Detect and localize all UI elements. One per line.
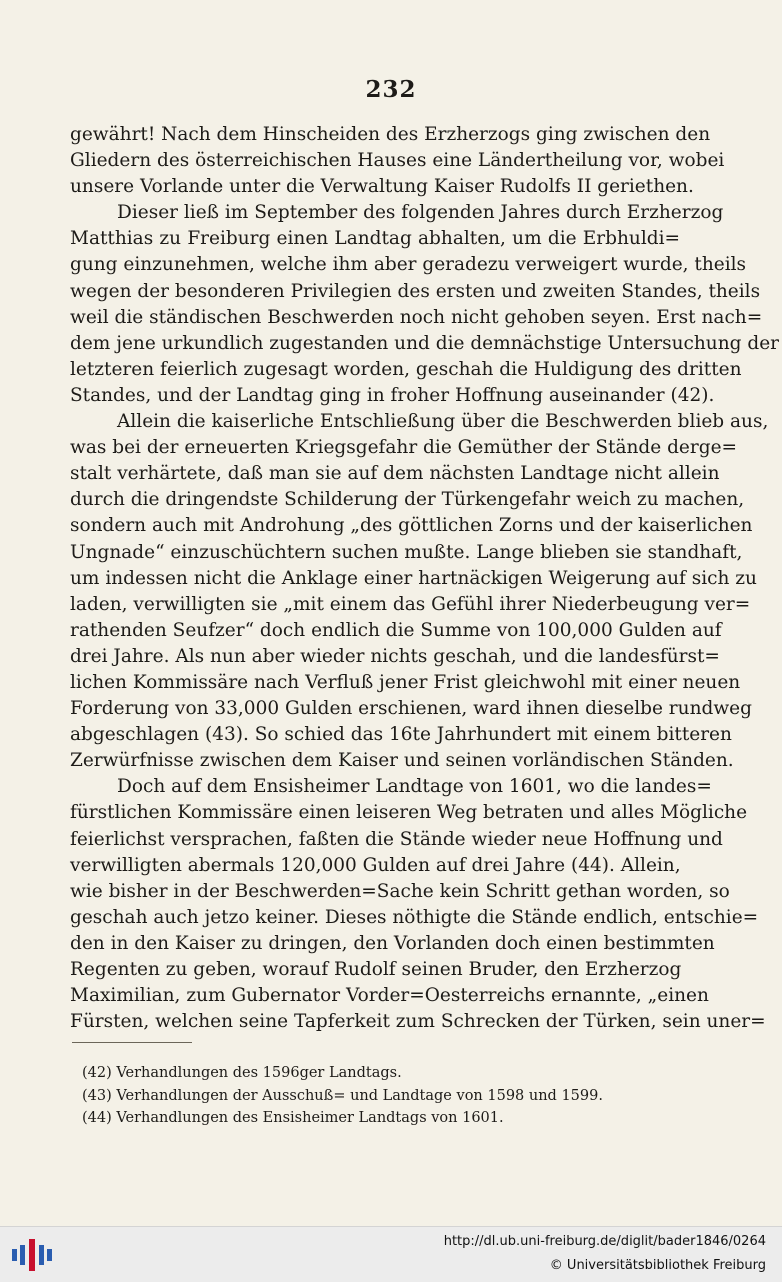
copyright-text: © Universitätsbibliothek Freiburg — [549, 1258, 766, 1273]
text-line: Doch auf dem Ensisheimer Landtage von 1601, wo die landes= — [117, 776, 712, 798]
footnote-43: (43) Verhandlungen der Ausschuß= und Landtage von 1598 und 1599. — [82, 1087, 603, 1104]
text-line: Regenten zu geben, worauf Rudolf seinen Bruder, den Erzherzog — [70, 959, 682, 980]
text-line: unsere Vorlande unter die Verwaltung Kaiser Rudolfs II geriethen. — [70, 176, 694, 198]
text-line: wie bisher in der Beschwerden=Sache kein Schritt gethan worden, so — [70, 880, 730, 902]
footnote-divider — [72, 1042, 192, 1043]
text-line: Ungnade“ einzuschüchtern suchen mußte. Lange blieben sie standhaft, — [70, 541, 743, 563]
text-line: abgeschlagen (43). So schied das 16te Jahrhundert mit einem bitteren — [70, 724, 732, 746]
source-url-link[interactable]: http://dl.ub.uni-freiburg.de/diglit/bader1846/0264 — [443, 1234, 766, 1249]
text-line: wegen der besonderen Privilegien des ersten und zweiten Standes, theils — [70, 280, 761, 302]
text-line: stalt verhärtete, daß man sie auf dem nächsten Landtage nicht allein — [70, 463, 720, 485]
text-line: rathenden Seufzer“ doch endlich die Summe von 100,000 Gulden auf — [70, 619, 722, 641]
text-line: verwilligten abermals 120,000 Gulden auf drei Jahre (44). Allein, — [70, 854, 681, 876]
text-line: feierlichst versprachen, faßten die Stände wieder neue Hoffnung und — [70, 828, 723, 850]
text-line: gewährt! Nach dem Hinscheiden des Erzherzogs ging zwischen den — [70, 124, 711, 145]
text-line: geschah auch jetzo keiner. Dieses nöthigte die Stände endlich, entschie= — [70, 906, 759, 928]
text-line: Zerwürfnisse zwischen dem Kaiser und seinen vorländischen Ständen. — [70, 750, 734, 772]
text-line: Fürsten, welchen seine Tapferkeit zum Schrecken der Türken, sein uner= — [70, 1011, 766, 1033]
viewer-footer — [0, 1226, 782, 1282]
body-text — [70, 122, 779, 1035]
text-line: Standes, und der Landtag ging in froher Hoffnung auseinander (42). — [70, 384, 715, 406]
text-line: Matthias zu Freiburg einen Landtag abhalten, um die Erbhuldi= — [70, 228, 680, 250]
text-line: Allein die kaiserliche Entschließung über die Beschwerden blieb aus, — [117, 411, 769, 433]
text-line: was bei der erneuerten Kriegsgefahr die Gemüther der Stände derge= — [70, 437, 738, 459]
text-line: Gliedern des österreichischen Hauses eine Ländertheilung vor, wobei — [70, 150, 725, 172]
text-line: fürstlichen Kommissäre einen leiseren Weg betraten und alles Mögliche — [70, 802, 748, 824]
page-number: 232 — [365, 76, 417, 103]
footnotes — [82, 1062, 642, 1130]
text-line: drei Jahre. Als nun aber wieder nichts geschah, und die landesfürst= — [70, 645, 720, 667]
text-line: gung einzunehmen, welche ihm aber geradezu verweigert wurde, theils — [70, 254, 747, 276]
footnote-42: (42) Verhandlungen des 1596ger Landtags. — [82, 1065, 402, 1081]
text-line: sondern auch mit Androhung „des göttlichen Zorns und der kaiserlichen — [70, 515, 753, 537]
text-line: durch die dringendste Schilderung der Türkengefahr weich zu machen, — [70, 489, 745, 511]
text-line: den in den Kaiser zu dringen, den Vorlanden doch einen bestimmten — [70, 932, 715, 954]
text-line: dem jene urkundlich zugestanden und die demnächstige Untersuchung der — [70, 332, 779, 354]
text-line: lichen Kommissäre nach Verfluß jener Frist gleichwohl mit einer neuen — [70, 671, 741, 693]
text-line: Forderung von 33,000 Gulden erschienen, ward ihnen dieselbe rundweg — [70, 698, 752, 720]
text-line: weil die ständischen Beschwerden noch nicht gehoben seyen. Erst nach= — [70, 306, 763, 328]
footnote-44: (44) Verhandlungen des Ensisheimer Landtags von 1601. — [82, 1110, 504, 1126]
text-line: um indessen nicht die Anklage einer hartnäckigen Weigerung auf sich zu — [70, 567, 757, 589]
text-line: Dieser ließ im September des folgenden Jahres durch Erzherzog — [117, 202, 724, 224]
text-line: letzteren feierlich zugesagt worden, geschah die Huldigung des dritten — [70, 358, 742, 380]
text-line: Maximilian, zum Gubernator Vorder=Oesterreichs ernannte, „einen — [70, 985, 709, 1007]
text-line: laden, verwilligten sie „mit einem das Gefühl ihrer Niederbeugung ver= — [70, 593, 751, 615]
ub-freiburg-logo-icon — [10, 1237, 54, 1273]
